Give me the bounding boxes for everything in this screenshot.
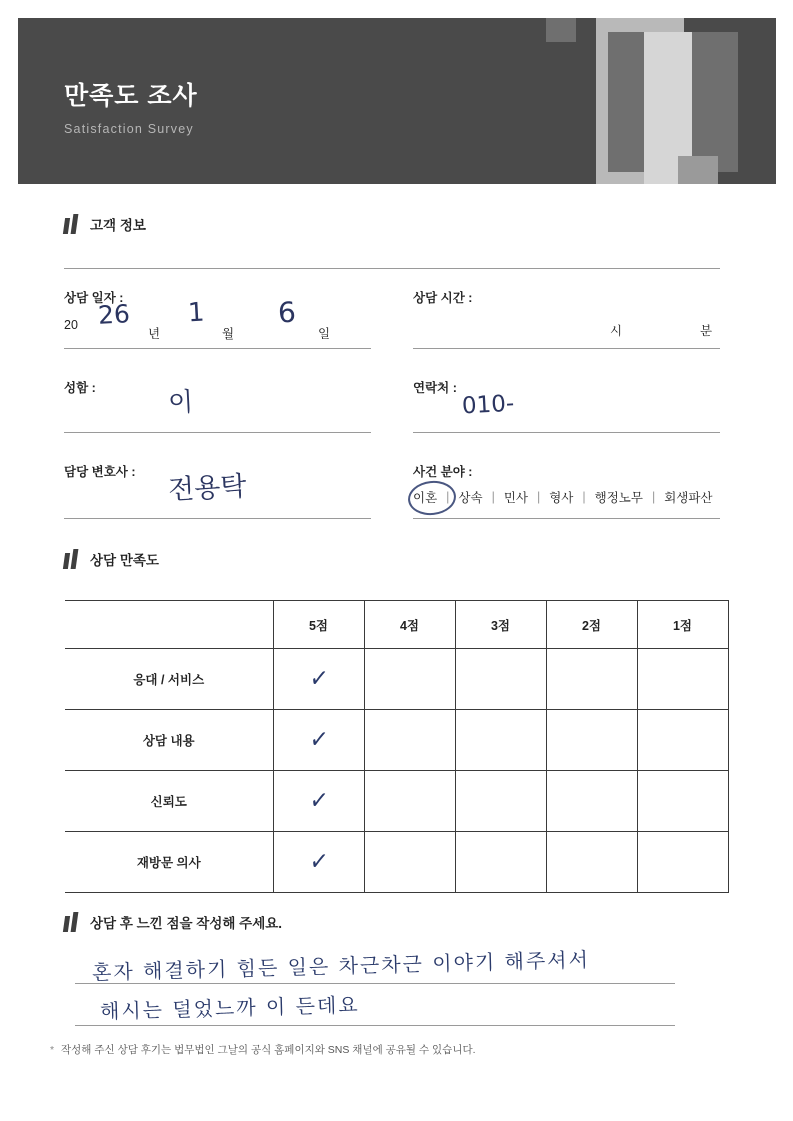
- consult-date-day-value[interactable]: 6: [277, 295, 297, 330]
- section-comment-label: 상담 후 느낀 점을 작성해 주세요.: [90, 916, 283, 931]
- cell-trust-4[interactable]: [364, 771, 455, 832]
- comment-line-2[interactable]: 해시는 덜었느까 이 든데요: [99, 992, 360, 1024]
- satisfaction-table: [65, 600, 729, 893]
- cell-service-3[interactable]: [455, 649, 546, 710]
- phone-underline: [413, 432, 720, 433]
- consult-time-label: 상담 시간 :: [413, 291, 473, 305]
- consult-date-year-unit: 년: [148, 327, 161, 341]
- cell-service-5[interactable]: [273, 649, 364, 710]
- check-mark-icon: ✓: [307, 784, 330, 818]
- row-label-revisit: 재방문 의사: [65, 832, 273, 893]
- phone-label: 연락처 :: [413, 381, 457, 395]
- cell-trust-5[interactable]: [273, 771, 364, 832]
- phone-value[interactable]: 010-: [461, 390, 515, 420]
- table-header-1: 1점: [637, 601, 728, 649]
- consult-date-year-value[interactable]: 26: [97, 299, 131, 330]
- cell-content-2[interactable]: [546, 710, 637, 771]
- lawyer-value[interactable]: 전용탁: [167, 470, 248, 507]
- cell-service-4[interactable]: [364, 649, 455, 710]
- case-type-options[interactable]: [413, 488, 713, 506]
- check-mark-icon: ✓: [307, 845, 330, 879]
- cell-service-2[interactable]: [546, 649, 637, 710]
- consult-date-day-unit: 일: [318, 327, 331, 341]
- table-row: [65, 710, 728, 771]
- consult-date-label: 상담 일자 :: [64, 291, 124, 305]
- table-header-5: 5점: [273, 601, 364, 649]
- cell-content-3[interactable]: [455, 710, 546, 771]
- lawyer-underline: [64, 518, 371, 519]
- case-option-5[interactable]: 회생파산: [664, 491, 713, 505]
- cell-revisit-4[interactable]: [364, 832, 455, 893]
- cell-revisit-5[interactable]: [273, 832, 364, 893]
- table-header-row: [65, 601, 728, 649]
- consult-date-underline: [64, 348, 371, 349]
- row-label-service: 응대 / 서비스: [65, 649, 273, 710]
- case-divider-1: |: [491, 490, 495, 504]
- cell-revisit-1[interactable]: [637, 832, 728, 893]
- section-comment: [64, 912, 282, 932]
- name-underline: [64, 432, 371, 433]
- table-header-3: 3점: [455, 601, 546, 649]
- comment-line-1[interactable]: 혼자 해결하기 힘든 일은 차근차근 이야기 해주셔서: [91, 947, 591, 985]
- footnote-text: 작성해 주신 상담 후기는 법무법인 그날의 공식 홈페이지와 SNS 채널에 공유될 수 있습니다.: [61, 1044, 476, 1056]
- name-value[interactable]: 이: [167, 387, 195, 419]
- cell-trust-2[interactable]: [546, 771, 637, 832]
- consult-date-month-value[interactable]: 1: [187, 297, 206, 329]
- consult-date-month-unit: 월: [222, 327, 235, 341]
- page-subtitle: Satisfaction Survey: [64, 122, 194, 136]
- case-option-0[interactable]: 이혼: [413, 491, 438, 505]
- case-type-selected-circle: [406, 479, 457, 518]
- check-mark-icon: ✓: [307, 662, 330, 696]
- table-header-2: 2점: [546, 601, 637, 649]
- table-header-blank: [65, 601, 273, 649]
- case-option-2[interactable]: 민사: [503, 491, 528, 505]
- section-satisfaction: [64, 549, 159, 569]
- section-mark-icon: [64, 912, 80, 932]
- row-label-trust: 신뢰도: [65, 771, 273, 832]
- banner-decoration-foot: [678, 156, 718, 184]
- footnote: [50, 1042, 476, 1057]
- table-row: [65, 649, 728, 710]
- consult-time-minute-unit: 분: [700, 324, 713, 338]
- cell-trust-1[interactable]: [637, 771, 728, 832]
- consult-date-prefix: 20: [64, 318, 78, 332]
- table-row: [65, 832, 728, 893]
- case-option-4[interactable]: 행정노무: [594, 491, 643, 505]
- banner-decoration-top: [546, 18, 576, 42]
- case-option-1[interactable]: 상속: [458, 491, 483, 505]
- table-row: [65, 771, 728, 832]
- cell-content-5[interactable]: [273, 710, 364, 771]
- case-divider-2: |: [536, 490, 541, 504]
- cell-content-4[interactable]: [364, 710, 455, 771]
- header-banner: [18, 18, 776, 184]
- consult-time-hour-unit: 시: [610, 324, 623, 338]
- case-divider-0: |: [446, 490, 450, 504]
- section-mark-icon: [64, 214, 80, 234]
- cell-revisit-2[interactable]: [546, 832, 637, 893]
- case-type-label: 사건 분야 :: [413, 465, 473, 479]
- footnote-star: *: [50, 1044, 55, 1056]
- comment-underline-1: [75, 983, 675, 984]
- lawyer-label: 담당 변호사 :: [64, 465, 136, 479]
- case-divider-3: |: [582, 490, 586, 504]
- table-header-4: 4점: [364, 601, 455, 649]
- name-label: 성함 :: [64, 381, 96, 395]
- cell-revisit-3[interactable]: [455, 832, 546, 893]
- case-option-3[interactable]: 형사: [549, 491, 574, 505]
- comment-underline-2: [75, 1025, 675, 1026]
- divider-top: [64, 268, 720, 269]
- consult-time-underline: [413, 348, 720, 349]
- section-mark-icon: [64, 549, 80, 569]
- cell-trust-3[interactable]: [455, 771, 546, 832]
- check-mark-icon: ✓: [307, 723, 330, 757]
- cell-content-1[interactable]: [637, 710, 728, 771]
- row-label-content: 상담 내용: [65, 710, 273, 771]
- case-divider-4: |: [651, 490, 656, 504]
- section-satisfaction-label: 상담 만족도: [90, 553, 159, 568]
- section-customer-info: [64, 214, 146, 234]
- section-customer-info-label: 고객 정보: [90, 218, 146, 233]
- case-type-underline: [413, 518, 720, 519]
- cell-service-1[interactable]: [637, 649, 728, 710]
- page-title: 만족도 조사: [64, 82, 198, 110]
